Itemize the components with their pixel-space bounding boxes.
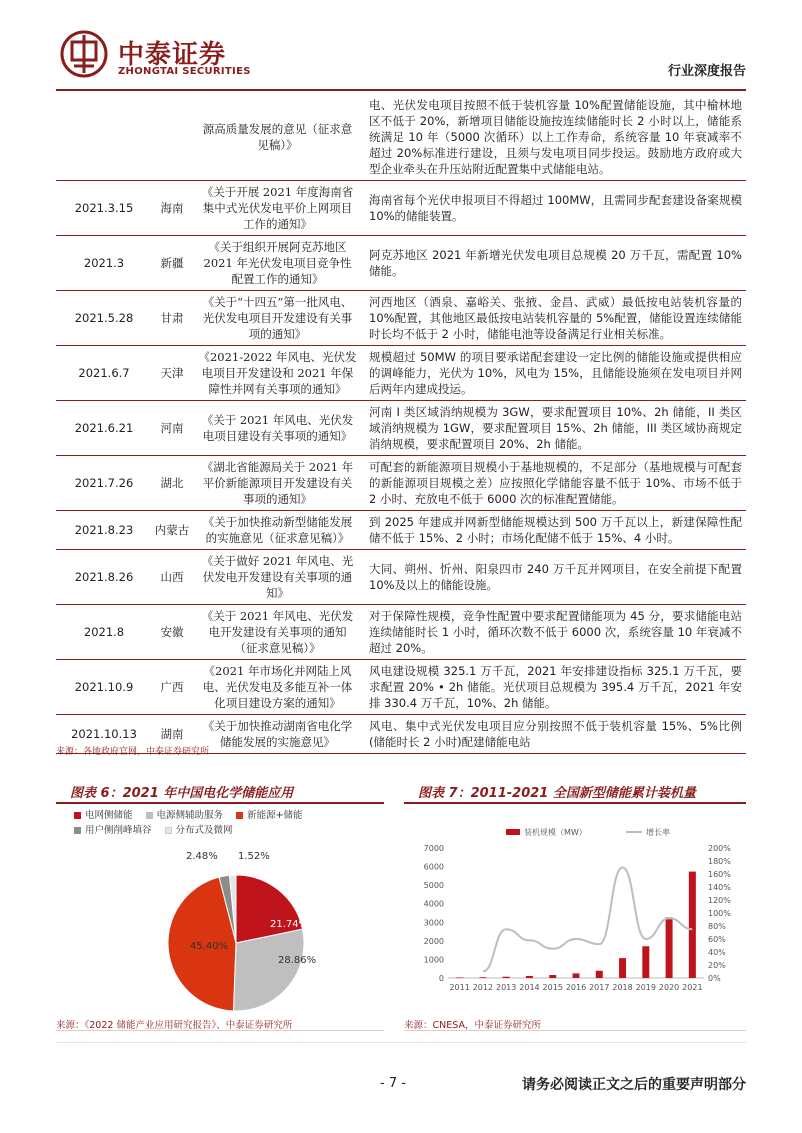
page-top-edge	[0, 0, 802, 6]
table-cell-date: 2021.6.21	[56, 401, 152, 456]
table-cell-region	[152, 94, 192, 181]
table-cell-doc: 《关于加快推动新型储能发展的实施意见（征求意见稿）》	[192, 511, 363, 550]
table-cell-region: 天津	[152, 346, 192, 401]
table-cell-date: 2021.6.7	[56, 346, 152, 401]
legend-line-label: 增长率	[646, 828, 670, 837]
table-cell-doc: 《关于“十四五”第一批风电、光伏发电项目开发建设有关事项的通知》	[192, 291, 363, 346]
table-row	[56, 605, 746, 660]
legend-item	[165, 823, 233, 838]
figure7-combo-chart	[404, 808, 746, 1013]
legend-label: 用户侧削峰填谷	[85, 825, 152, 836]
bar	[503, 977, 510, 978]
y-left-tick-label: 7000	[423, 844, 444, 853]
x-tick-label: 2016	[565, 983, 587, 992]
table-source-note: 来源：各地政府官网，中泰证券研究所	[56, 747, 210, 757]
y-left-tick-label: 3000	[423, 918, 444, 928]
table-row	[56, 660, 746, 715]
y-left-tick-label: 0	[438, 974, 444, 983]
table-cell-content: 电、光伏发电项目按照不低于装机容量 10%配置储能设施，其中榆林地区不低于 20%，新增项目储能设施按连续储能时长 2 小时以上，储能系统满足 10 年（5000 次循环）以上工作寿命，系统容量 10 年衰减率不超过 20%标准进行建设，且须与发电项目同步投运。鼓励地方政府或大型企业牵头在升压站附近配置集中式储能电站。	[363, 94, 746, 181]
table-row	[56, 511, 746, 550]
table-cell-content: 风电、集中式光伏发电项目应分别按照不低于装机容量 15%、5%比例(储能时长 2 小时)配建储能电站	[363, 715, 746, 754]
table-cell-content: 海南省每个光伏申报项目不得超过 100MW，且需同步配套建设备案规模 10%的储能装置。	[363, 181, 746, 236]
table-cell-region: 湖北	[152, 456, 192, 511]
zhongtai-logo-icon	[60, 30, 108, 78]
table-row	[56, 401, 746, 456]
table-cell-region: 山西	[152, 550, 192, 605]
figure6-title: 图表 6：2021 年中国电化学储能应用	[56, 778, 384, 804]
table-cell-doc: 《2021-2022 年风电、光伏发电项目开发建设和 2021 年保障性并网有关事项的通知》	[192, 346, 363, 401]
table-cell-region: 甘肃	[152, 291, 192, 346]
x-tick-label: 2021	[682, 983, 703, 992]
bar	[596, 971, 603, 978]
table-cell-region: 安徽	[152, 605, 192, 660]
policy-table	[56, 94, 746, 754]
legend-label: 电源侧辅助服务	[156, 810, 224, 821]
table-row	[56, 236, 746, 291]
bar	[573, 973, 580, 978]
legend-item	[146, 808, 224, 823]
company-name-en: ZHONGTAI SECURITIES	[118, 66, 251, 77]
figure6-source: 来源：《2022 储能产业应用研究报告》、中泰证券研究所	[56, 1017, 384, 1031]
table-cell-date	[56, 94, 152, 181]
table-row	[56, 94, 746, 181]
table-cell-doc: 《关于做好 2021 年风电、光伏发电开发建设有关事项的通知》	[192, 550, 363, 605]
legend-bar-label: 装机规模（MW）	[524, 828, 587, 837]
page-header	[56, 28, 746, 90]
table-cell-date: 2021.10.13	[56, 715, 152, 754]
table-cell-doc: 《2021 年市场化并网陆上风电、光伏发电及多能互补一体化项目建设方案的通知》	[192, 660, 363, 715]
pie-slice-label: 28.86%	[278, 955, 317, 966]
report-type-label: 行业深度报告	[667, 64, 746, 79]
x-tick-label: 2020	[658, 983, 680, 992]
bar	[642, 946, 649, 978]
x-tick-label: 2015	[542, 983, 563, 992]
bar	[549, 975, 556, 978]
table-cell-content: 河西地区（酒泉、嘉峪关、张掖、金昌、武威）最低按电站装机容量的 10%配置，其他地区最低按电站装机容量的 5%配置，储能设置连续储能时长均不低于 2 小时，储能电池等设备满足行业相关标准。	[363, 291, 746, 346]
y-right-tick-label: 120%	[708, 896, 731, 905]
bar	[479, 977, 486, 978]
y-right-tick-label: 60%	[708, 935, 726, 944]
pie-slice-label: 2.48%	[186, 851, 218, 862]
bar	[456, 977, 463, 978]
figure6-legend	[74, 808, 374, 838]
legend-label: 电网侧储能	[85, 810, 133, 821]
table-cell-content: 河南 I 类区域消纳规模为 3GW，要求配置项目 10%、2h 储能，II 类区域消纳规模为 1GW，要求配置项目 15%、2h 储能，III 类区域协商规定消纳规模，要求配置项目 20%、2h 储能。	[363, 401, 746, 456]
y-left-tick-label: 6000	[423, 862, 444, 872]
table-cell-date: 2021.7.26	[56, 456, 152, 511]
table-cell-content: 阿克苏地区 2021 年新增光伏发电项目总规模 20 万千瓦，需配置 10%储能。	[363, 236, 746, 291]
table-cell-content: 到 2025 年建成并网新型储能规模达到 500 万千瓦以上，新建保障性配储不低于 15%、2 小时；市场化配储不低于 15%、4 小时。	[363, 511, 746, 550]
y-left-tick-label: 5000	[423, 881, 444, 891]
pie-slice-label: 45.40%	[190, 941, 229, 952]
table-cell-content: 大同、朔州、忻州、阳泉四市 240 万千瓦并网项目，在安全前提下配置 10%及以上的储能设施。	[363, 550, 746, 605]
table-cell-region: 湖南	[152, 715, 192, 754]
legend-item	[74, 823, 152, 838]
y-left-tick-label: 1000	[423, 955, 444, 965]
legend-item	[236, 808, 302, 823]
y-right-tick-label: 100%	[708, 909, 731, 918]
table-cell-region: 广西	[152, 660, 192, 715]
legend-label: 新能源+储能	[247, 810, 303, 821]
x-tick-label: 2014	[519, 983, 540, 992]
y-right-tick-label: 40%	[708, 948, 726, 957]
bar	[526, 976, 533, 978]
figure7-source: 来源：CNESA，中泰证券研究所	[404, 1017, 746, 1031]
disclaimer-note: 请务必阅读正文之后的重要声明部分	[522, 1077, 746, 1093]
y-right-tick-label: 80%	[708, 922, 726, 931]
x-tick-label: 2012	[472, 983, 494, 992]
table-cell-region: 河南	[152, 401, 192, 456]
bar	[689, 872, 696, 978]
y-right-tick-label: 20%	[708, 961, 726, 970]
legend-bar-swatch	[506, 829, 520, 835]
y-right-tick-label: 140%	[708, 883, 731, 892]
pie-slice-label: 21.74%	[270, 919, 309, 930]
policy-table-body	[56, 94, 746, 754]
table-cell-doc: 《关于开展 2021 年度海南省集中式光伏发电平价上网项目工作的通知》	[192, 181, 363, 236]
bar	[666, 917, 673, 978]
table-cell-doc: 《关于 2021 年风电、光伏发电项目建设有关事项的通知》	[192, 401, 363, 456]
table-cell-region: 内蒙古	[152, 511, 192, 550]
table-cell-content: 规模超过 50MW 的项目要承诺配套建设一定比例的储能设施或提供相应的调峰能力，光伏为 10%，风电为 15%，且储能设施须在发电项目并网后两年内建成投运。	[363, 346, 746, 401]
table-cell-content: 风电建设规模 325.1 万千瓦，2021 年安排建设指标 325.1 万千瓦，要求配置 20% • 2h 储能。光伏项目总规模为 395.4 万千瓦，2021 年安排 330.4 万千瓦，10%、2h 储能。	[363, 660, 746, 715]
table-cell-date: 2021.8	[56, 605, 152, 660]
x-tick-label: 2018	[612, 983, 633, 992]
footer-divider	[56, 1042, 746, 1043]
table-row	[56, 456, 746, 511]
y-right-tick-label: 180%	[708, 857, 731, 866]
y-right-tick-label: 200%	[708, 844, 731, 853]
bar	[619, 958, 626, 978]
x-tick-label: 2019	[635, 983, 656, 992]
table-cell-date: 2021.5.28	[56, 291, 152, 346]
table-row	[56, 291, 746, 346]
table-cell-doc: 《关于组织开展阿克苏地区 2021 年光伏发电项目竞争性配置工作的通知》	[192, 236, 363, 291]
table-cell-region: 海南	[152, 181, 192, 236]
y-right-tick-label: 0%	[708, 974, 721, 983]
table-row	[56, 346, 746, 401]
table-cell-region: 新疆	[152, 236, 192, 291]
page-number: - 7 -	[380, 1076, 406, 1091]
x-tick-label: 2017	[589, 983, 610, 992]
table-cell-doc: 源高质量发展的意见（征求意见稿）》	[192, 94, 363, 181]
figure7-title: 图表 7：2011-2021 全国新型储能累计装机量	[404, 778, 746, 804]
figure6-pie-chart	[56, 845, 384, 1015]
table-cell-date: 2021.3	[56, 236, 152, 291]
header-divider	[56, 89, 746, 91]
table-cell-doc: 《关于加快推动湖南省电化学储能发展的实施意见》	[192, 715, 363, 754]
table-cell-content: 对于保障性规模，竞争性配置中要求配置储能项为 45 分，要求储能电站连续储能时长 1 小时，循环次数不低于 6000 次，系统容量 10 年衰减不超过 20%。	[363, 605, 746, 660]
x-tick-label: 2011	[449, 983, 470, 992]
table-cell-doc: 《湖北省能源局关于 2021 年平价新能源项目开发建设有关事项的通知》	[192, 456, 363, 511]
table-cell-date: 2021.8.26	[56, 550, 152, 605]
table-row	[56, 550, 746, 605]
table-cell-date: 2021.10.9	[56, 660, 152, 715]
pie-slice-label: 1.52%	[238, 851, 270, 862]
y-left-tick-label: 4000	[423, 899, 444, 909]
company-name-cn: 中泰证券	[118, 40, 227, 70]
y-left-tick-label: 2000	[423, 936, 444, 946]
x-tick-label: 2013	[496, 983, 517, 992]
legend-item	[74, 808, 133, 823]
table-cell-date: 2021.8.23	[56, 511, 152, 550]
legend-label: 分布式及微网	[175, 825, 233, 836]
y-right-tick-label: 160%	[708, 870, 731, 879]
growth-line	[483, 868, 692, 972]
table-cell-content: 可配套的新能源项目规模小于基地规模的，不足部分（基地规模与可配套的新能源项目规模之差）应按照化学储能容量不低于 10%、市场不低于 2 小时、充放电不低于 6000 次的标准配置储能。	[363, 456, 746, 511]
table-row	[56, 181, 746, 236]
pie-slice	[233, 929, 304, 1011]
table-cell-doc: 《关于 2021 年风电、光伏发电开发建设有关事项的通知（征求意见稿）》	[192, 605, 363, 660]
table-cell-date: 2021.3.15	[56, 181, 152, 236]
